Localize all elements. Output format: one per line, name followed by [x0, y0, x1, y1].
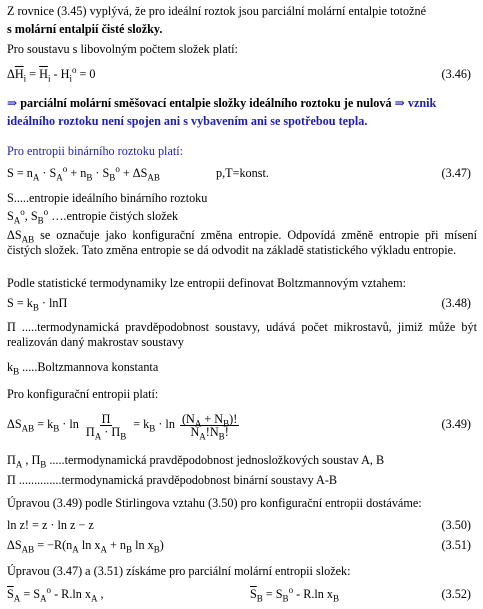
equation-3-52a: $\overline{S}_A = S_A^o - R.\ln$ $x_A$ ,	[7, 584, 104, 604]
def-dsab: $\Delta S_{AB}$ se označuje jako konfigurační změna entropie. Odpovídá změně entropie při mísení čistých složek. Tato změna entropie se dá odvodit na základě statistického výkladu entropie.	[7, 228, 478, 257]
final-intro: Úpravou (3.47) a (3.51) získáme pro parciální molární entropii složek:	[7, 564, 351, 578]
equation-number-3-50: (3.50)	[441, 518, 471, 532]
equation-number-3-47: (3.47)	[441, 166, 471, 180]
implies-arrow-icon: ⇒	[394, 96, 405, 110]
conclusion-line-2: ideálního roztoku není spojen ani s vybavením ani se spotřebou tepla.	[7, 114, 368, 128]
equation-3-50: ln z! = z · ln z − z	[7, 518, 94, 532]
stirling-intro: Úpravou (3.49) podle Stirlingova vztahu (3.50) pro konfigurační entropii dostáváme:	[7, 496, 422, 510]
text-line-3: Pro soustavu s libovolným počtem složek platí:	[7, 42, 238, 56]
equation-number-3-51: (3.51)	[441, 538, 471, 552]
implies-arrow-icon: ⇒	[7, 96, 18, 110]
conclusion-line-1: ⇒ parciální molární směšovací entalpie složky ideálního roztoku je nulová ⇒ vznik	[7, 96, 437, 110]
def-s: S.....entropie ideálního binárního roztoku	[7, 191, 208, 205]
equation-3-48: $S = k_B \cdot \ln\Pi$	[7, 296, 68, 313]
def-kb: $k_B$ .....Boltzmannova konstanta	[7, 360, 159, 377]
def-pi-binary: Π ..............termodynamická pravděpodobnost binární soustavy A-B	[7, 473, 338, 487]
equation-3-47: $S = n_A \cdot S_A^o + n_B \cdot S_B^o + \Delta S_{AB}$	[7, 163, 160, 183]
equation-3-46: $\Delta\overline{H}_i = \overline{H}_i - H_i^o = 0$	[7, 64, 96, 84]
text-line-2: s molární entalpií čisté složky.	[7, 22, 163, 36]
equation-3-51: $\Delta S_{AB} = -R(n_A$ $\ln x_A + n_B$ $\ln x_B$)	[7, 538, 164, 555]
equation-3-47-condition: p,T=konst.	[216, 166, 269, 180]
equation-number-3-48: (3.48)	[441, 296, 471, 310]
def-pia-pib: $\Pi_A$ , $\Pi_B$ .....termodynamická pravděpodobnost jednosložkových soustav A, B	[7, 453, 385, 470]
equation-3-52b: $\overline{S}_B = S_B^o - R.\ln$ $x_B$	[250, 584, 340, 604]
text-line-1: Z rovnice (3.45) vyplývá, že pro ideální roztok jsou parciální molární entalpie totožné	[7, 4, 426, 18]
boltzmann-intro: Podle statistické termodynamiky lze entropii definovat Boltzmannovým vztahem:	[7, 276, 407, 290]
equation-number-3-52: (3.52)	[441, 587, 471, 601]
text-line-entropy: Pro entropii binárního roztoku platí:	[7, 144, 184, 158]
def-pi: Π .....termodynamická pravděpodobnost soustavy, udává počet mikrostavů, jimiž může být realizován daný makrostav soustavy	[7, 320, 477, 349]
equation-3-49: $\Delta S_{AB} = k_B \cdot \ln$ $\frac{\Pi}{\Pi_A \cdot \Pi_B}$ = $k_B \cdot \ln$ $\frac{(N_A + N_B)!}{N_A!N_B!}$	[7, 411, 238, 442]
config-intro: Pro konfigurační entropii platí:	[7, 387, 159, 401]
equation-number-3-49: (3.49)	[441, 417, 471, 431]
def-sa-sb: $S_A^o$, $S_B^o$ ….entropie čistých složek	[7, 206, 179, 226]
equation-number-3-46: (3.46)	[441, 67, 471, 81]
